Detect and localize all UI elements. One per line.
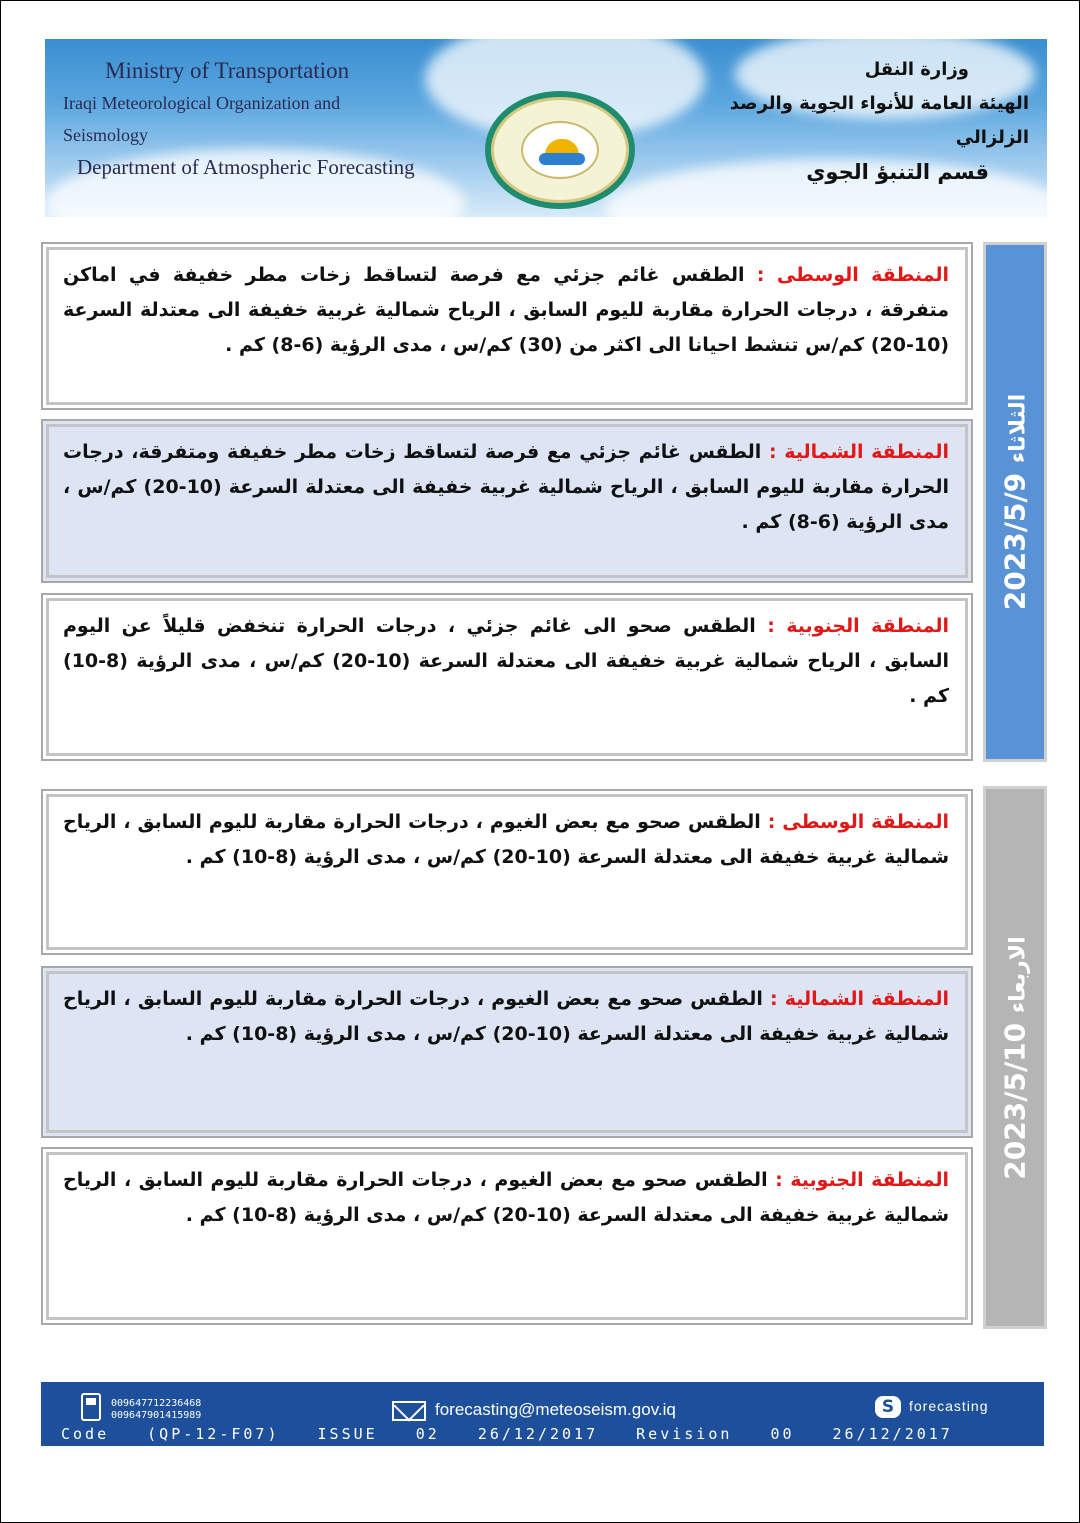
envelope-icon xyxy=(392,1401,426,1421)
forecast-box-day1-south xyxy=(41,593,973,761)
date-day2: 2023/5/10 xyxy=(998,1022,1032,1180)
forecast-text: الطقس صحو مع بعض الغيوم ، درجات الحرارة مقاربة لليوم السابق ، الرياح شمالية غربية خفيفة الى معتدلة السرعة (10-20) كم/س ، مدى الرؤية (8-10) كم . xyxy=(63,811,949,868)
forecast-box-day2-north xyxy=(41,966,973,1138)
date-label-day1 xyxy=(999,394,1032,610)
forecast-box-day2-south xyxy=(41,1147,973,1325)
date-day1: 2023/5/9 xyxy=(998,472,1032,611)
forecast-text: الطقس غائم جزئي مع فرصة لتساقط زخات مطر خفيفة في اماكن متفرقة ، درجات الحرارة مقاربة لليوم السابق ، الرياح شمالية غربية خفيفة الى معتدلة السرعة (10-20) كم/س تنشط احيانا الى اكثر من (30) كم/س ، مدى الرؤية (6-8) كم . xyxy=(63,264,949,356)
region-title: المنطقة الجنوبية : xyxy=(767,615,949,637)
forecast-box-day1-central xyxy=(41,242,973,410)
footer-bar xyxy=(41,1382,1044,1446)
region-title: المنطقة الوسطى : xyxy=(767,811,950,833)
code-value: (QP-12-F07) xyxy=(147,1425,280,1443)
day-name-day2: الاربعاء xyxy=(1005,935,1031,1013)
revision-date: 26/12/2017 xyxy=(832,1425,953,1443)
ministry-name-ar: وزارة النقل xyxy=(864,59,969,80)
document-code-line xyxy=(61,1425,979,1443)
arabic-header xyxy=(729,53,1029,189)
english-header xyxy=(63,55,423,183)
department-name-en: Department of Atmospheric Forecasting xyxy=(77,155,415,179)
organization-name-ar: الهيئة العامة للأنواء الجوية والرصد الزلزالي xyxy=(729,93,1029,148)
forecast-box-day1-north xyxy=(41,419,973,583)
code-label: Code xyxy=(61,1425,110,1443)
organization-seal-icon xyxy=(485,91,635,209)
ministry-name-en: Ministry of Transportation xyxy=(105,58,350,83)
phone-numbers xyxy=(111,1398,201,1422)
phone-number-2: 009647901415989 xyxy=(111,1410,202,1421)
forecast-box-day2-central xyxy=(41,789,973,955)
region-title: المنطقة الشمالية : xyxy=(770,988,949,1010)
region-title: المنطقة الوسطى : xyxy=(756,264,949,286)
issue-label: ISSUE xyxy=(317,1425,378,1443)
department-name-ar: قسم التنبؤ الجوي xyxy=(806,160,989,184)
header-banner xyxy=(45,39,1047,217)
issue-date: 26/12/2017 xyxy=(477,1425,599,1443)
forecast-text: الطقس غائم جزئي مع فرصة لتساقط زخات مطر خفيفة ومتفرقة، درجات الحرارة مقاربة لليوم السابق ، الرياح شمالية غربية خفيفة الى معتدلة السرعة (10-20) كم/س ، مدى الرؤية (6-8) كم . xyxy=(63,441,949,533)
region-title: المنطقة الشمالية : xyxy=(768,441,949,463)
day-name-day1: الثلاثاء xyxy=(1005,393,1031,464)
revision-value: 00 xyxy=(770,1425,795,1443)
skype-handle[interactable]: forecasting xyxy=(909,1398,989,1414)
date-bar-day1 xyxy=(983,242,1047,762)
skype-icon: S xyxy=(875,1396,901,1418)
date-label-day2 xyxy=(999,936,1032,1179)
forecast-text: الطقس صحو مع بعض الغيوم ، درجات الحرارة مقاربة لليوم السابق ، الرياح شمالية غربية خفيفة الى معتدلة السرعة (10-20) كم/س ، مدى الرؤية (8-10) كم . xyxy=(63,1169,949,1226)
email-link[interactable]: forecasting@meteoseism.gov.iq xyxy=(435,1400,676,1419)
revision-label: Revision xyxy=(636,1425,733,1443)
forecast-text: الطقس صحو الى غائم جزئي ، درجات الحرارة تنخفض قليلاً عن اليوم السابق ، الرياح شمالية غربية خفيفة الى معتدلة السرعة (10-20) كم/س ، مدى الرؤية (8-10) كم . xyxy=(63,615,949,707)
region-title: المنطقة الجنوبية : xyxy=(775,1169,949,1191)
date-bar-day2 xyxy=(983,786,1047,1329)
phone-icon xyxy=(81,1393,101,1421)
organization-name-en: Iraqi Meteorological Organization and Seismology xyxy=(63,93,341,145)
forecast-text: الطقس صحو مع بعض الغيوم ، درجات الحرارة مقاربة لليوم السابق ، الرياح شمالية غربية خفيفة الى معتدلة السرعة (10-20) كم/س ، مدى الرؤية (8-10) كم . xyxy=(63,988,949,1045)
phone-number-1: 009647712236468 xyxy=(111,1398,202,1409)
issue-value: 02 xyxy=(415,1425,440,1443)
